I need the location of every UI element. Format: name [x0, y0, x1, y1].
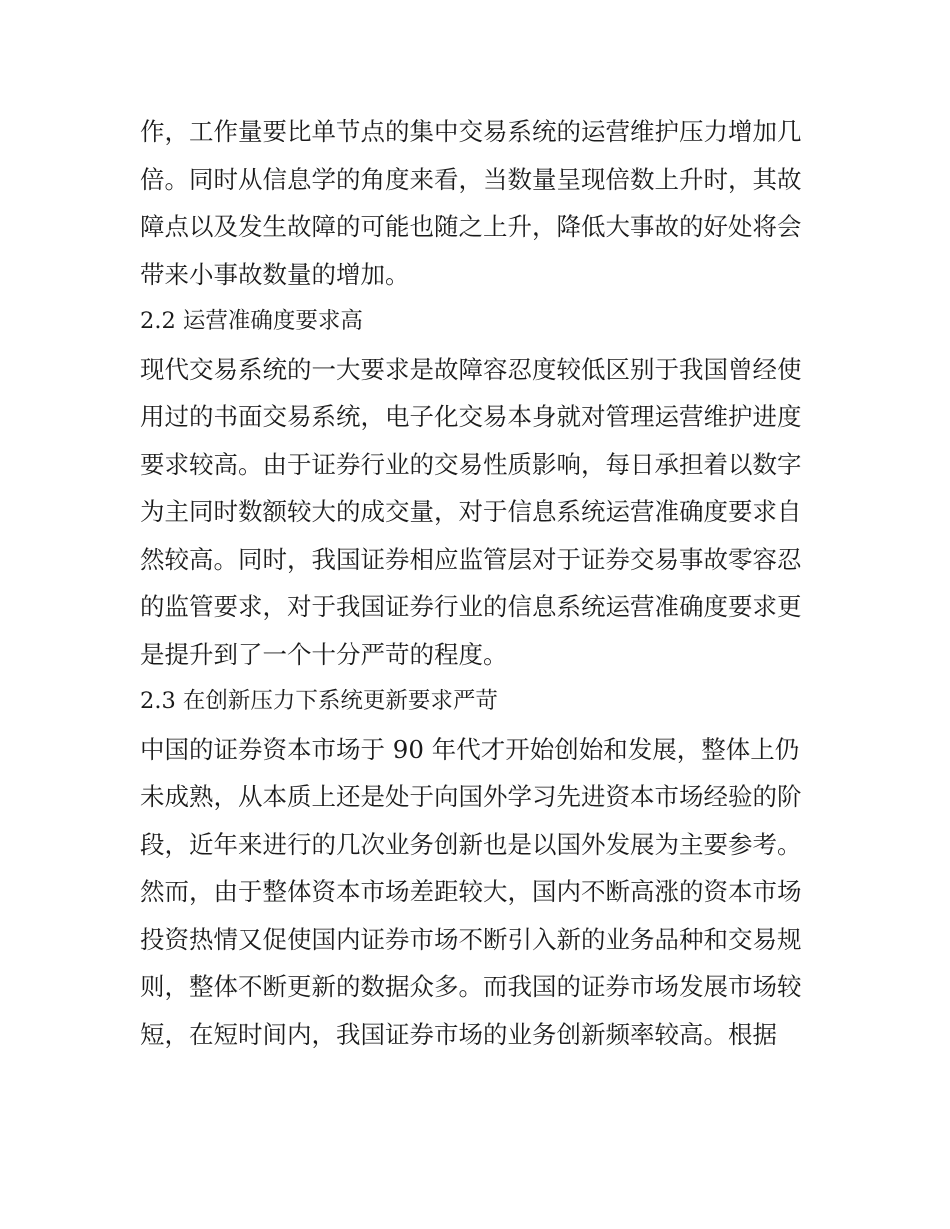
paragraph-line: 则，整体不断更新的数据众多。而我国的证券市场发展市场较 [140, 972, 802, 1001]
paragraph-line: 然而，由于整体资本市场差距较大，国内不断高涨的资本市场 [140, 877, 802, 906]
paragraph-line: 用过的书面交易系统，电子化交易本身就对管理运营维护进度 [140, 402, 802, 431]
section-heading-2-2: 2.2 运营准确度要求高 [140, 308, 363, 334]
paragraph-line: 中国的证券资本市场于 90 年代才开始创始和发展，整体上仍 [140, 734, 800, 764]
paragraph-line: 段，近年来进行的几次业务创新也是以国外发展为主要参考。 [140, 829, 802, 859]
paragraph-line: 要求较高。由于证券行业的交易性质影响，每日承担着以数字 [140, 449, 802, 479]
paragraph-line: 现代交易系统的一大要求是故障容忍度较低区别于我国曾经使 [140, 354, 802, 384]
paragraph-line: 然较高。同时，我国证券相应监管层对于证券交易事故零容忍 [140, 544, 802, 574]
paragraph-line: 为主同时数额较大的成交量，对于信息系统运营准确度要求自 [140, 497, 802, 526]
paragraph-line: 是提升到了一个十分严苛的程度。 [140, 639, 508, 669]
paragraph-line: 倍。同时从信息学的角度来看，当数量呈现倍数上升时，其故 [140, 164, 802, 194]
paragraph-line: 障点以及发生故障的可能也随之上升，降低大事故的好处将会 [140, 212, 802, 241]
paragraph-line: 短，在短时间内，我国证券市场的业务创新频率较高。根据 [140, 1019, 777, 1049]
paragraph-line: 未成熟，从本质上还是处于向国外学习先进资本市场经验的阶 [140, 782, 802, 811]
section-heading-2-3: 2.3 在创新压力下系统更新要求严苛 [140, 688, 498, 714]
document-body [140, 108, 820, 1058]
paragraph-line: 投资热情又促使国内证券市场不断引入新的业务品种和交易规 [140, 924, 802, 954]
paragraph-line: 带来小事故数量的增加。 [140, 259, 410, 289]
paragraph-line: 作，工作量要比单节点的集中交易系统的运营维护压力增加几 [140, 117, 802, 146]
paragraph-line: 的监管要求，对于我国证券行业的信息系统运营准确度要求更 [140, 592, 802, 621]
